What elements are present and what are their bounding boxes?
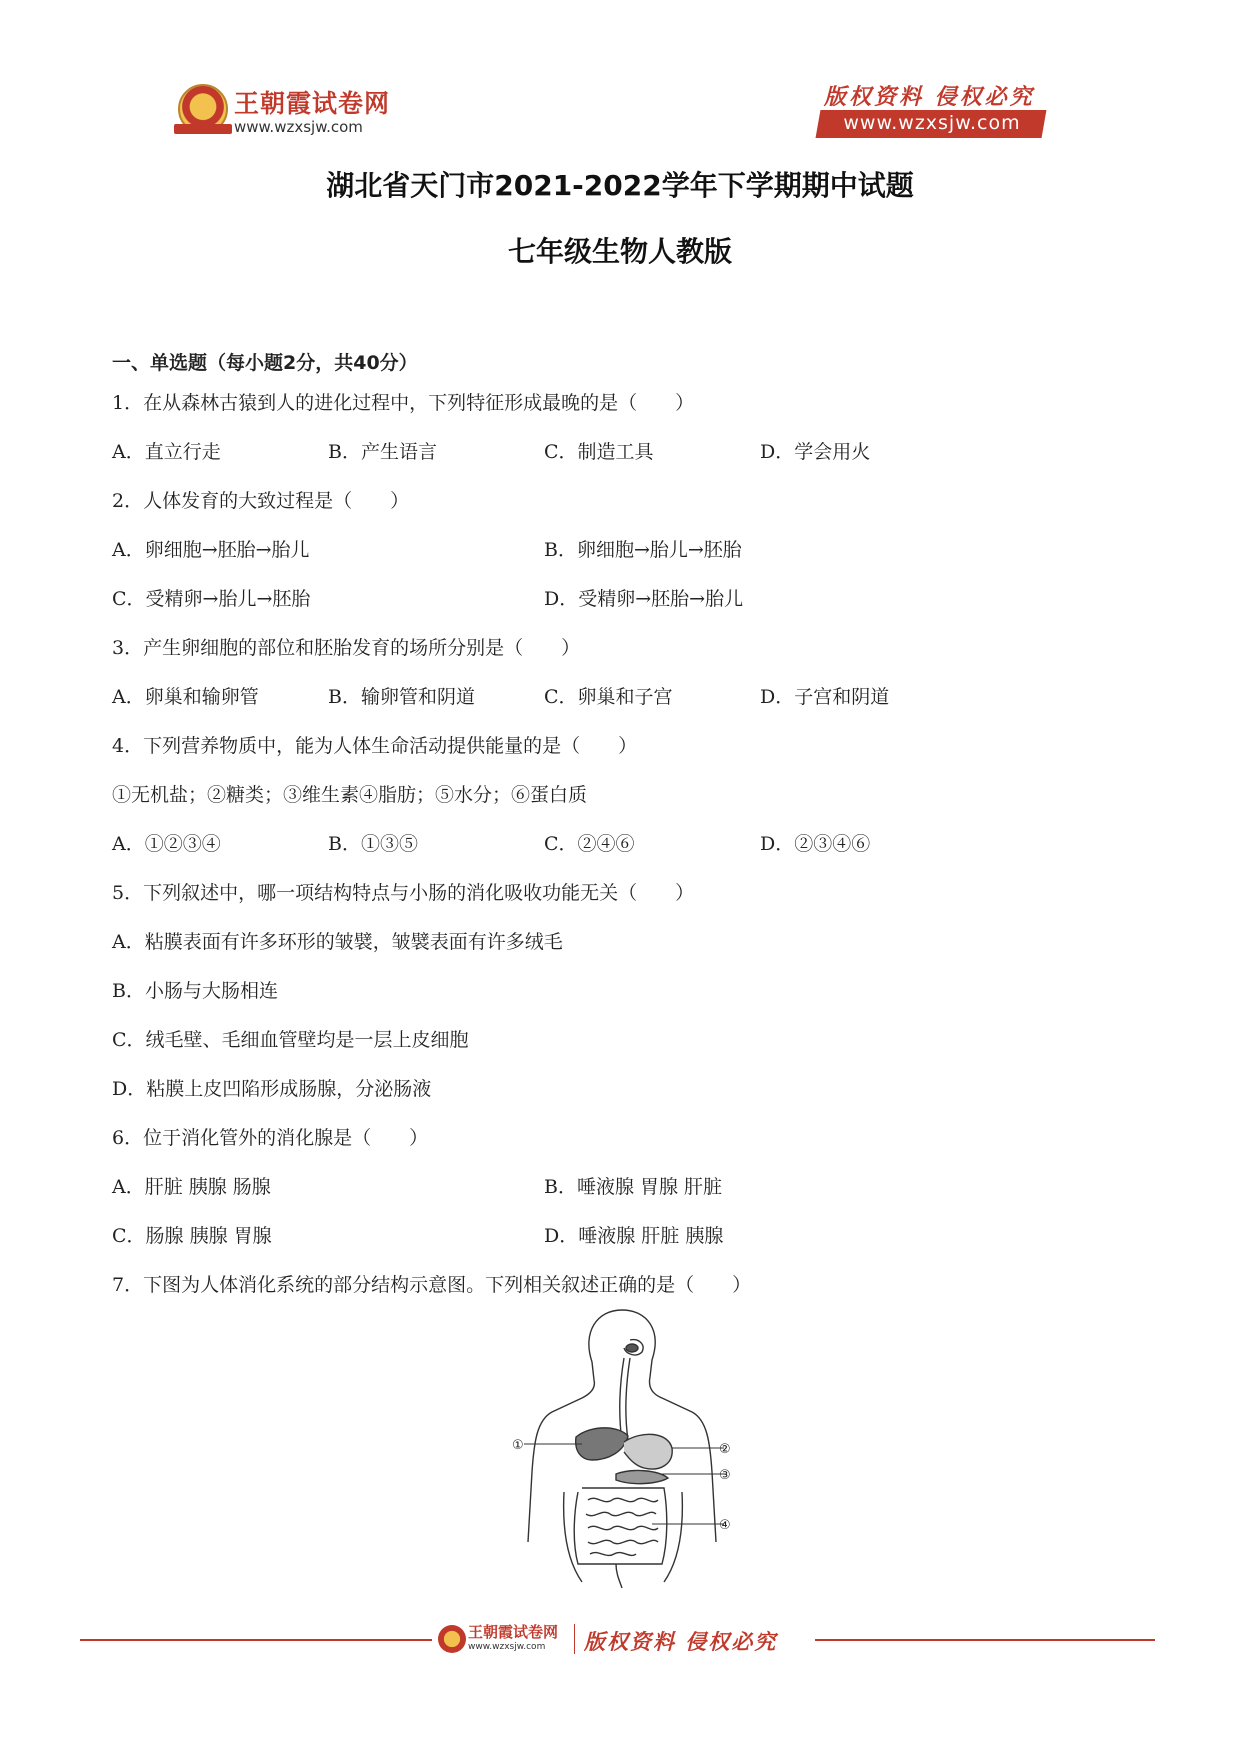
section-heading: 一、单选题（每小题2分，共40分） — [112, 352, 418, 374]
footer-separator — [574, 1624, 575, 1654]
q1-option-d: D．学会用火 — [760, 441, 871, 463]
small-intestine — [586, 1498, 658, 1555]
footer-rule-right — [815, 1639, 1155, 1641]
q4-option-b: B．①③⑤ — [328, 833, 418, 855]
question-6-stem: 6．位于消化管外的消化腺是（ ） — [112, 1127, 429, 1149]
figure-label-4: ④ — [719, 1518, 731, 1533]
q2-option-c: C．受精卵→胎儿→胚胎 — [112, 588, 311, 610]
question-3-stem: 3．产生卵细胞的部位和胚胎发育的场所分别是（ ） — [112, 637, 581, 659]
q5-option-a: A．粘膜表面有许多环形的皱襞，皱襞表面有许多绒毛 — [112, 931, 563, 953]
seal-ribbon — [174, 124, 232, 134]
digestive-system-diagram — [512, 1302, 732, 1592]
q5-option-c: C．绒毛壁、毛细血管壁均是一层上皮细胞 — [112, 1029, 469, 1051]
footer-seal-icon — [438, 1625, 466, 1653]
footer-brand-name: 王朝霞试卷网 — [468, 1623, 559, 1641]
body-outline — [528, 1310, 716, 1542]
q1-option-c: C．制造工具 — [544, 441, 654, 463]
q2-option-a: A．卵细胞→胚胎→胎儿 — [112, 539, 310, 561]
q5-option-d: D．粘膜上皮凹陷形成肠腺，分泌肠液 — [112, 1078, 432, 1100]
salivary-gland — [626, 1344, 638, 1352]
q3-option-a: A．卵巢和输卵管 — [112, 686, 259, 708]
liver — [576, 1428, 628, 1460]
q4-option-a: A．①②③④ — [112, 833, 221, 855]
torso-lower — [564, 1492, 683, 1582]
q3-option-b: B．输卵管和阴道 — [328, 686, 475, 708]
q6-option-c: C．肠腺 胰腺 胃腺 — [112, 1225, 272, 1247]
q2-option-d: D．受精卵→胚胎→胎儿 — [544, 588, 744, 610]
q6-option-d: D．唾液腺 肝脏 胰腺 — [544, 1225, 724, 1247]
copyright-badge — [818, 80, 1050, 140]
question-1-stem: 1．在从森林古猿到人的进化过程中，下列特征形成最晚的是（ ） — [112, 392, 695, 414]
footer-rule-left — [80, 1639, 432, 1641]
rectum — [616, 1564, 622, 1588]
q5-option-b: B．小肠与大肠相连 — [112, 980, 278, 1002]
figure-label-2: ② — [719, 1442, 731, 1457]
pancreas — [616, 1471, 668, 1484]
q6-option-b: B．唾液腺 胃腺 肝脏 — [544, 1176, 723, 1198]
footer-brand-url: www.wzxsjw.com — [468, 1642, 546, 1652]
exam-title: 湖北省天门市2021-2022学年下学期期中试题 — [326, 169, 914, 202]
esophagus — [620, 1358, 630, 1442]
figure-label-3: ③ — [719, 1468, 731, 1483]
brand-name: 王朝霞试卷网 — [234, 89, 391, 118]
figure-label-1: ① — [512, 1438, 524, 1453]
q1-option-b: B．产生语言 — [328, 441, 437, 463]
question-4-items: ①无机盐；②糖类；③维生素④脂肪；⑤水分；⑥蛋白质 — [112, 784, 588, 806]
q2-option-b: B．卵细胞→胎儿→胚胎 — [544, 539, 742, 561]
question-4-stem: 4．下列营养物质中，能为人体生命活动提供能量的是（ ） — [112, 735, 638, 757]
copyright-notice: 版权资料 侵权必究 — [824, 84, 1035, 110]
q3-option-d: D．子宫和阴道 — [760, 686, 890, 708]
brand-url: www.wzxsjw.com — [234, 118, 363, 136]
q4-option-c: C．②④⑥ — [544, 833, 635, 855]
q3-option-c: C．卵巢和子宫 — [544, 686, 673, 708]
question-2-stem: 2．人体发育的大致过程是（ ） — [112, 490, 410, 512]
digestive-system-svg — [512, 1302, 732, 1592]
question-5-stem: 5．下列叙述中，哪一项结构特点与小肠的消化吸收功能无关（ ） — [112, 882, 695, 904]
stomach — [624, 1434, 672, 1469]
q6-option-a: A．肝脏 胰腺 肠腺 — [112, 1176, 271, 1198]
footer-copyright: 版权资料 侵权必究 — [584, 1629, 778, 1654]
url-banner-text: www.wzxsjw.com — [843, 112, 1021, 134]
question-7-stem: 7．下图为人体消化系统的部分结构示意图。下列相关叙述正确的是（ ） — [112, 1274, 752, 1296]
site-logo — [178, 82, 408, 144]
exam-subtitle: 七年级生物人教版 — [507, 235, 732, 268]
q4-option-d: D．②③④⑥ — [760, 833, 871, 855]
q1-option-a: A．直立行走 — [112, 441, 221, 463]
